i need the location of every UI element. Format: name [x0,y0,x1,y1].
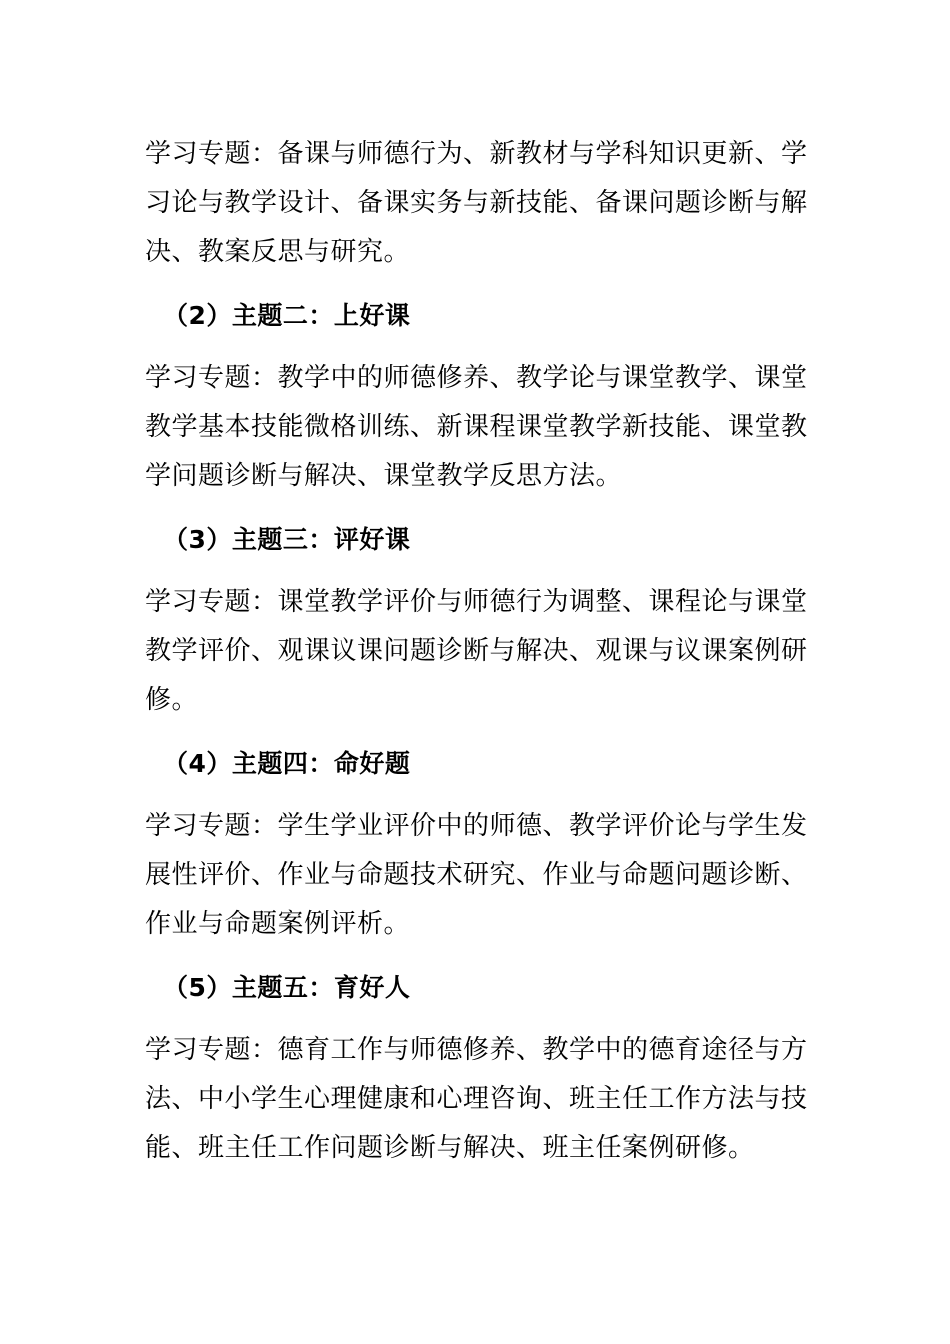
paragraph-topic-3-study: 学习专题：课堂教学评价与师德行为调整、课程论与课堂教学评价、观课议课问题诊断与解决、观课与议课案例研修。 [145,587,808,715]
paragraph-topic-5-study: 学习专题：德育工作与师德修养、教学中的德育途径与方法、中小学生心理健康和心理咨询、班主任工作方法与技能、班主任工作问题诊断与解决、班主任案例研修。 [145,1035,808,1163]
heading-topic-4: （4）主题四：命好题 [163,749,411,778]
paragraph-topic-4-study: 学习专题：学生学业评价中的师德、教学评价论与学生发展性评价、作业与命题技术研究、作业与命题问题诊断、作业与命题案例评析。 [145,811,808,939]
heading-topic-5: （5）主题五：育好人 [163,973,411,1002]
heading-topic-2: （2）主题二：上好课 [163,301,411,330]
paragraph-topic-1-study: 学习专题：备课与师德行为、新教材与学科知识更新、学习论与教学设计、备课实务与新技能、备课问题诊断与解决、教案反思与研究。 [145,139,808,267]
heading-topic-3: （3）主题三：评好课 [163,525,411,554]
paragraph-topic-2-study: 学习专题：教学中的师德修养、教学论与课堂教学、课堂教学基本技能微格训练、新课程课堂教学新技能、课堂教学问题诊断与解决、课堂教学反思方法。 [145,363,808,491]
document-body [145,130,825,1173]
